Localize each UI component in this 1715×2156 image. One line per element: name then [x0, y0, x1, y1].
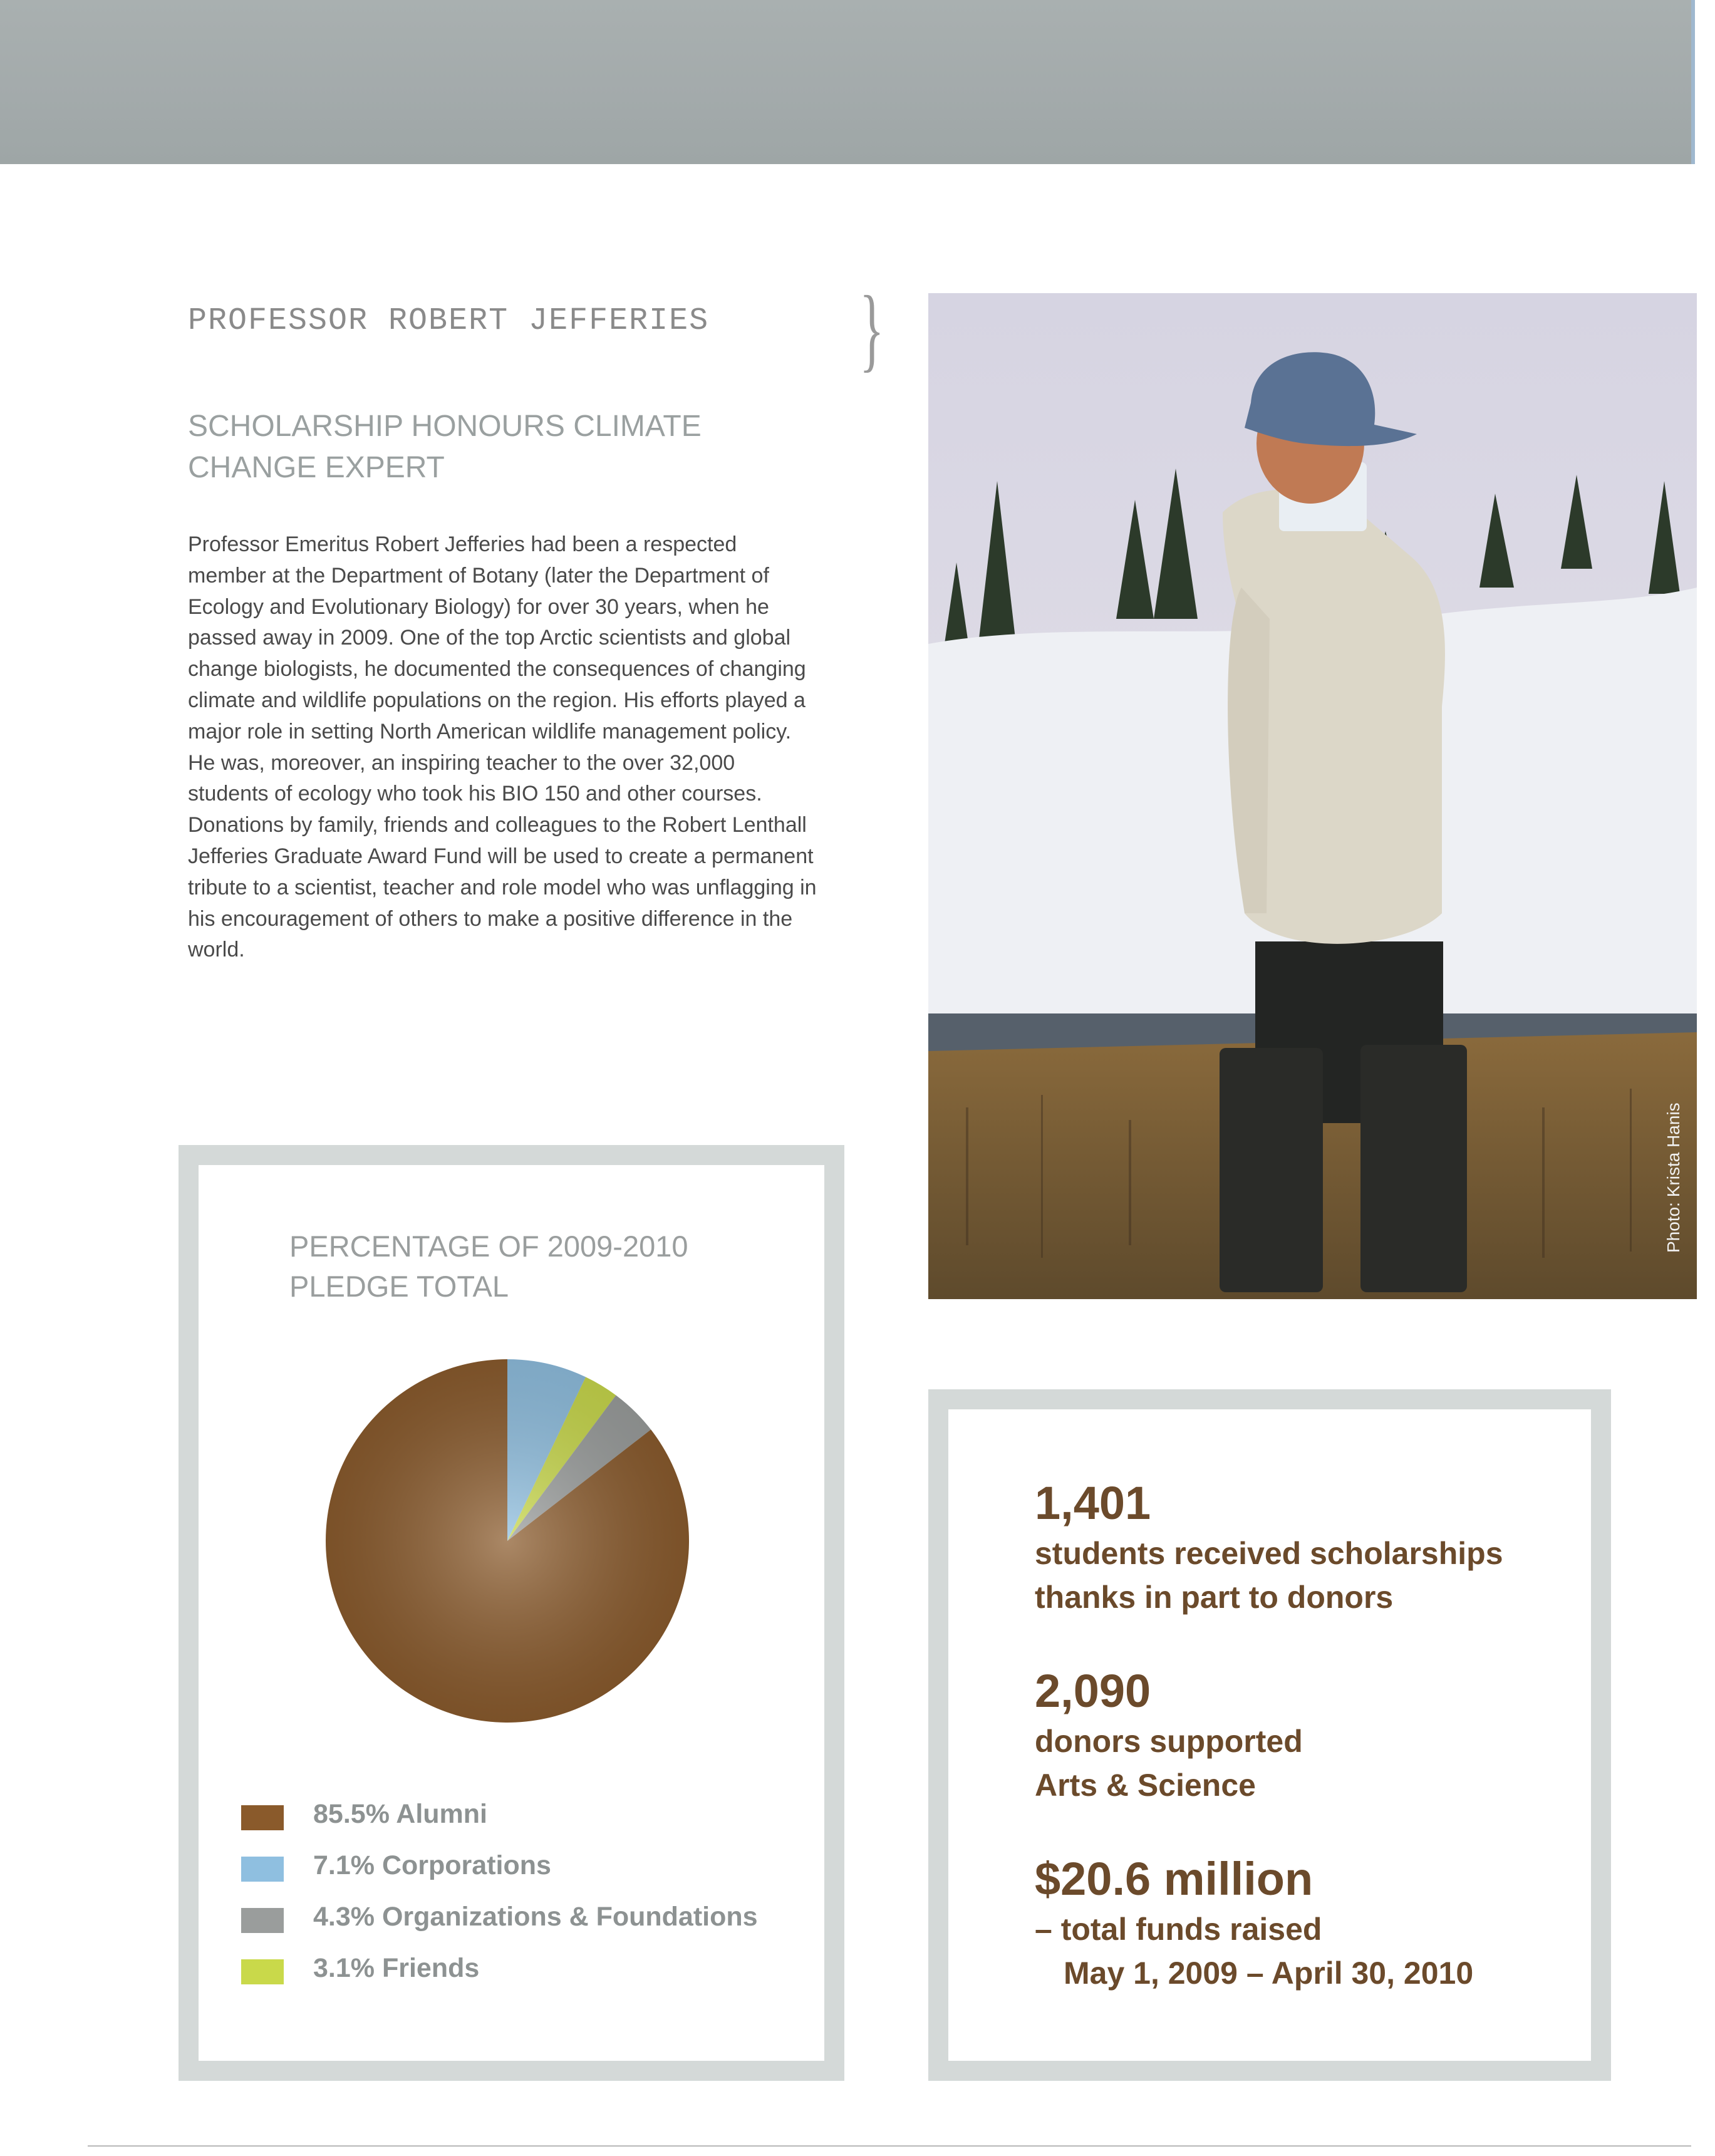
pledge-pie-chart — [319, 1353, 695, 1729]
headline-line-2: CHANGE EXPERT — [188, 451, 445, 484]
article-body: Professor Emeritus Robert Jefferies had been a respected member at the Department of Botany (later the Department of Ecology and Evolutionary Biology) for over 30 years, when he passed away in 2009. One of the top Arctic scientists and global change biologists, he documented the consequences of changing climate and wildlife populations on the region. His efforts played a major role in setting North American wildlife management policy. He was, moreover, an inspiring teacher to the over 32,000 students of ecology who took his BIO 150 and other courses. Donations by family, friends and colleagues to the Robert Lenthall Jefferies Graduate Award Fund will be used to create a permanent tribute to a scientist, teacher and role model who was unflagging in his encouragement of others to make a positive difference in the world. — [188, 532, 817, 962]
legend-swatch-organizations — [241, 1908, 284, 1933]
article-kicker: PROFESSOR ROBERT JEFFERIES — [188, 303, 710, 339]
stat-donors-line-1: donors supported — [1035, 1724, 1303, 1759]
legend-item-corporations — [241, 1847, 824, 1898]
chart-title-line-1: PERCENTAGE OF 2009-2010 — [289, 1230, 688, 1263]
chart-title-line-2: PLEDGE TOTAL — [289, 1270, 509, 1303]
stat-funds — [1035, 1851, 1573, 1995]
stat-donors-number: 2,090 — [1035, 1665, 1151, 1717]
legend-swatch-corporations — [241, 1857, 284, 1882]
legend-item-alumni — [241, 1795, 824, 1847]
photo-credit: Photo: Krista Hanis — [1664, 1102, 1683, 1253]
legend-swatch-alumni — [241, 1805, 284, 1830]
legend-label-corporations: 7.1% Corporations — [313, 1850, 551, 1880]
portrait-photo — [928, 293, 1697, 1299]
legend-item-organizations — [241, 1898, 824, 1949]
legend-label-friends: 3.1% Friends — [313, 1953, 480, 1983]
legend-item-friends — [241, 1949, 824, 2001]
chart-title — [289, 1226, 790, 1307]
chart-legend — [241, 1795, 824, 2001]
stat-scholarships — [1035, 1475, 1573, 1619]
article-headline — [188, 406, 814, 489]
stat-scholarships-number: 1,401 — [1035, 1477, 1151, 1529]
stat-scholarships-line-1: students received scholarships — [1035, 1536, 1503, 1571]
bottom-rule — [88, 2145, 1691, 2147]
stat-donors — [1035, 1663, 1573, 1807]
legend-label-alumni: 85.5% Alumni — [313, 1799, 487, 1829]
portrait-photo-illustration — [928, 293, 1697, 1299]
legend-swatch-friends — [241, 1959, 284, 1984]
stat-funds-line-1: – total funds raised — [1035, 1912, 1322, 1947]
brace-ornament: } — [859, 277, 884, 381]
page-edge-stripe — [1691, 0, 1695, 164]
pie-shading — [326, 1359, 689, 1723]
stat-donors-line-2: Arts & Science — [1035, 1768, 1256, 1803]
stat-funds-line-2: May 1, 2009 – April 30, 2010 — [1064, 1956, 1474, 1991]
legend-label-organizations: 4.3% Organizations & Foundations — [313, 1902, 758, 1932]
top-gray-band — [0, 0, 1691, 164]
stat-funds-number: $20.6 million — [1035, 1853, 1313, 1905]
headline-line-1: SCHOLARSHIP HONOURS CLIMATE — [188, 410, 702, 443]
stat-scholarships-line-2: thanks in part to donors — [1035, 1580, 1394, 1615]
